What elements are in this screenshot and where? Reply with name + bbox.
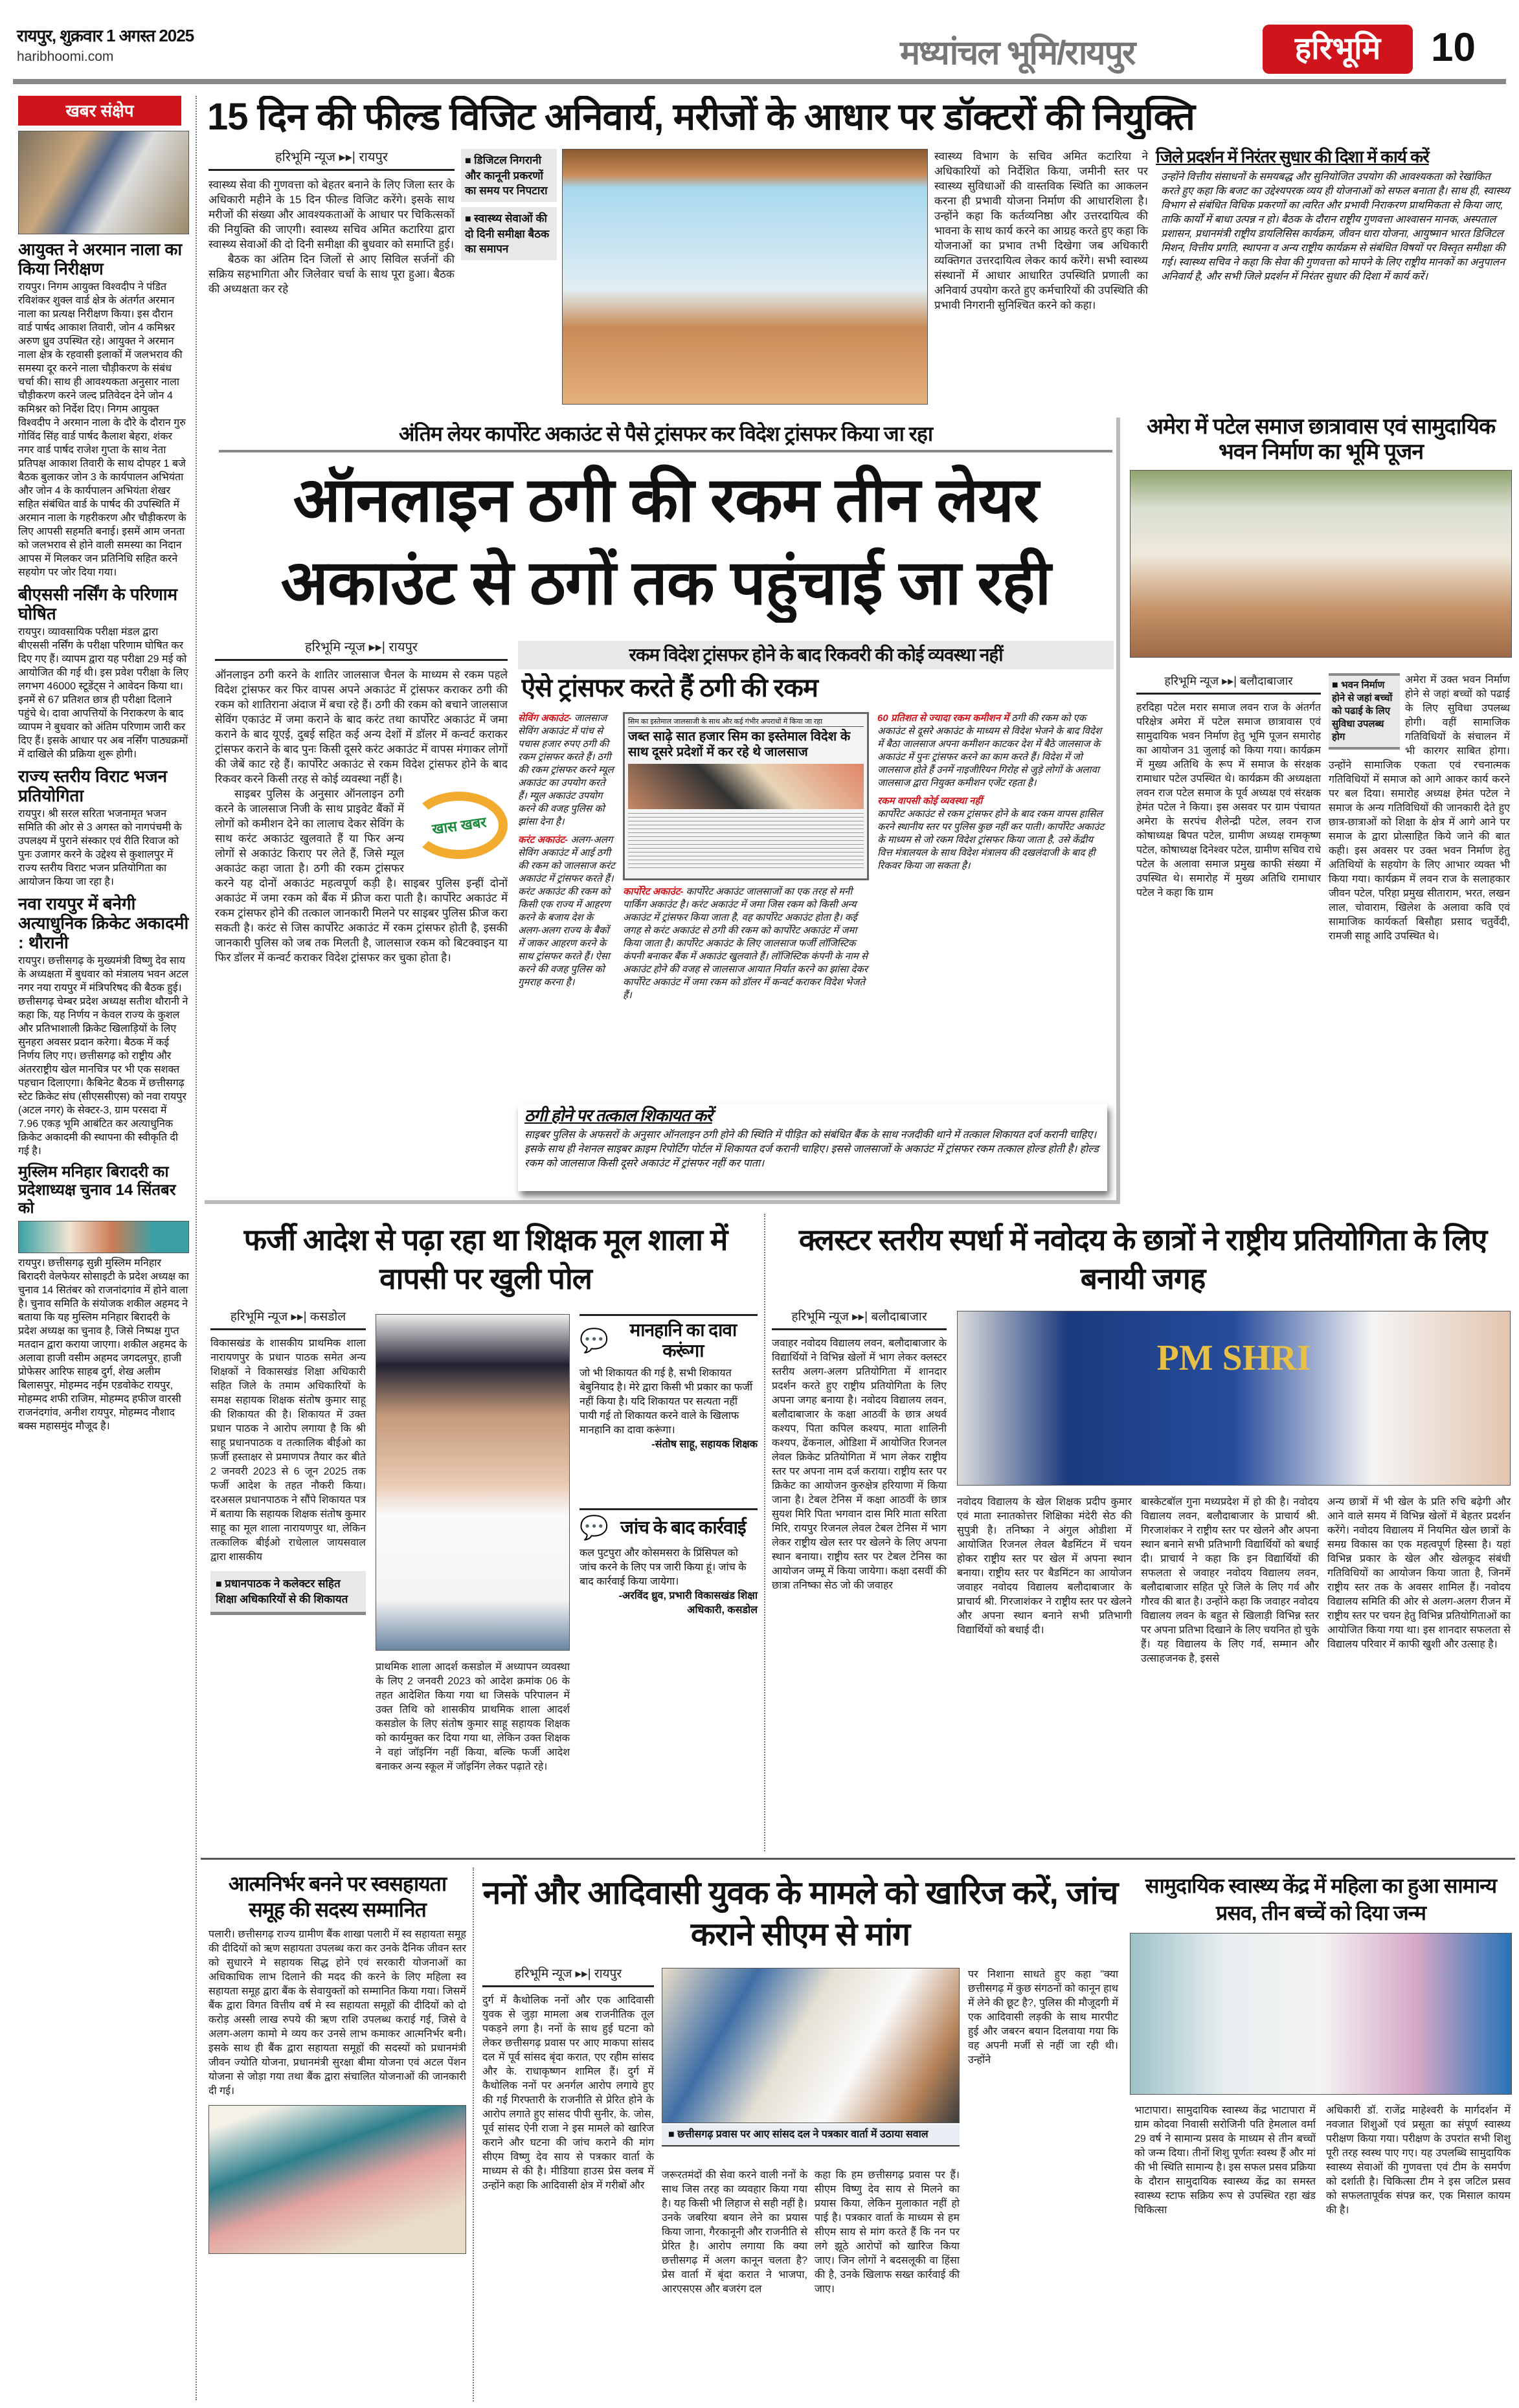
sidebar-item-title: राज्य स्तरीय विराट भजन प्रतियोगिता bbox=[18, 766, 168, 805]
lead-body-3: स्वास्थ्य विभाग के सचिव अमित कटारिया ने अधिकारियों को निर्देशित किया, जमीनी स्तर पर स्वास्थ्य सुविधाओं की वास्तविक स्थिति का आकलन करना ही प्रभावी योजना निर्माण की आधारशिला है। उन्होंने कहा कि कर्तव्यनिष्ठा और उत्तरदायित्व की भावना के साथ कार्य करने का आग्रह करते हुए कहा कि योजनाओं का प्रभाव तभी दिखेगा जब अधिकारी व्यक्तिगत उत्तरदायित्व लेकर कार्य करेंगे। सभी स्वास्थ्य संस्थानों में आधार आधारित उपस्थिति प्रणाली का अनिवार्य उपयोग करते हुए कर्मचारियों की उपस्थिति की प्रभावी निगरानी सुनिश्चित करने को कहा। bbox=[934, 150, 1148, 311]
lead-sidebar bbox=[1156, 148, 1511, 284]
saving-account-block bbox=[518, 712, 615, 829]
nuns-byline: हरिभूमि न्यूज ▸▸| रायपुर bbox=[482, 1965, 654, 1987]
patel-byline: हरिभूमि न्यूज ▸▸| बलौदाबाजार bbox=[1136, 673, 1321, 695]
lead-body-4: उन्होंने वित्तीय संसाधनों के समयबद्ध और सुनियोजित उपयोग की आवश्यकता को रेखांकित करते हुए कहा कि बजट का उद्देश्यपरक व्यय ही योजनाओं को सफल बनाता है। साथ ही, स्वास्थ्य विभाग से संबंधित विधिक प्रकरणों का त्वरित और प्रभावी निराकरण प्राथमिकता से किया जाए, ताकि कार्यों में बाधा उत्पन्न न हो। बैठक के दौरान राष्ट्रीय गुणवत्ता आश्वासन मानक, अस्पताल प्रशासन, प्रधानमंत्री राष्ट्रीय डायलिसिस कार्यक्रम, जीवन धारा योजना, आयुष्मान भारत डिजिटल मिशन, वित्तीय प्रगति, स्थापना व अन्य राष्ट्रीय कार्यक्रम से संबंधित विषयों पर विस्तृत समीक्षा की गई। स्वास्थ्य सचिव ने कहा कि सेवा की गुणवत्ता को मापने के लिए राष्ट्रीय मानकों का अनुपालन अनिवार्य है, और सभी जिले प्रदर्शन में निरंतर सुधार की दिशा में कार्य करें। bbox=[1161, 171, 1510, 282]
corporate-account-label: कार्पोरेट अकाउंट- bbox=[623, 886, 684, 897]
quote-2-text: कल पुटपुरा और कोसमसरा के प्रिंसिपल को जांच करने के लिए पत्र जारी किया हूं। जांच के बाद कार्रवाई किया जायेगा। bbox=[579, 1548, 747, 1587]
nuns-column-1 bbox=[482, 1965, 654, 2193]
quote-action bbox=[579, 1508, 758, 1618]
patel-body-1: हरदिहा पटेल मरार समाज लवन राज के अंतर्गत परिक्षेत्र अमेरा में पटेल समाज छात्रावास एवं सामुदायिक भवन निर्माण हेतु भूमि पूजन समारोह का आयोजन 31 जुलाई को किया गया। कार्यक्रम में मुख्य अतिथि के रूप में समाज के संरक्षक रामाधार पटेल उपस्थित थे। कार्यक्रम की अध्यक्षता लवन राज पटेल समाज के पूर्व अध्यक्ष एवं संरक्षक हेमंत पटेल ने किया। इस असवर पर ग्राम पंचायत अमेरा के सरपंच शैलेन्द्री पटेल, लवन राज कोषाध्यक्ष बिपत पटेल, ग्रामीण अध्यक्ष रामकृष्ण पटेल, कोषाध्यक्ष दिनेश्वर पटेल, ग्रामीण सचिव राधे पटेल के अलावा समाज प्रमुख काफी संख्या में उपस्थित थे। समारोह में मुख्य अतिथि रामाधार पटेल ने कहा कि ग्राम bbox=[1136, 702, 1321, 898]
patel-column-1 bbox=[1136, 673, 1321, 900]
meeting-photo bbox=[562, 149, 928, 405]
patel-headline: अमेरा में पटेल समाज छात्रावास एवं सामुदायिक भवन निर्माण का भूमि पूजन bbox=[1146, 414, 1496, 465]
sidebar-item bbox=[18, 766, 189, 889]
navodaya-byline: हरिभूमि न्यूज ▸▸| बलौदाबाजार bbox=[772, 1308, 947, 1330]
bhoomi-pujan-photo bbox=[1130, 470, 1512, 658]
lead-column-1 bbox=[208, 148, 455, 296]
lead-byline: हरिभूमि न्यूज ▸▸| रायपुर bbox=[208, 148, 455, 171]
sidebar-item bbox=[18, 1163, 189, 1433]
teacher-body-2: प्राथमिक शाला आदर्श कसडोल में अध्यापन व्यवस्था के लिए 2 जनवरी 2023 को आदेश क्रमांक 06 के तहत आदेशित किया गया था जिसके परिपालन में उक्त तिथि को शासकीय प्राथमिक शाला आदर्श कसडोल के लिए संतोष कुमार साहू सहायक शिक्षक को कार्यमुक्त कर दिया गया था, लेकिन उक्त शिक्षक ने वहां जॉइनिंग नहीं किया, बल्कि फर्जी आदेश बनाकर अन्य स्कूल में जॉइनिंग लेकर पढ़ाते रहे। bbox=[376, 1662, 570, 1772]
clipping-text-lines bbox=[628, 813, 864, 871]
lead-headline: 15 दिन की फील्ड विजिट अनिवार्य, मरीजों के आधार पर डॉक्टरों की नियुक्ति bbox=[207, 96, 1195, 138]
quote-1-text: जो भी शिकायत की गई है, सभी शिकायत बेबुनियाद है। मेरे द्वारा किसी भी प्रकार का फर्जी नहीं किया है। यदि शिकायत पर सत्यता नहीं पायी गई तो शिकायत करने वाले के खिलाफ मानहानि का दावा करूंगा। bbox=[579, 1368, 753, 1436]
patel-story bbox=[1130, 414, 1512, 658]
refund-text: कार्पोरेट अकाउंट से रकम ट्रांसफर होने के बाद रकम वापस हासिल करने स्थानीय स्तर पर पुलिस कुछ नहीं कर पाती। कार्पोरेट अकाउंट के माध्यम से जो रकम विदेश ट्रांसफर किया जाता है, उसे केंद्रीय वित्त मंत्रालयल के साथ विदेश मंत्रालय की दखलंदाजी के बाद ही रिकवर किया जा सकता है। bbox=[877, 808, 1105, 871]
nuns-body-1: दुर्ग में कैथोलिक ननों और एक आदिवासी युवक से जुड़ा मामला अब राजनीतिक तूल पकड़ने लगा है। ननों के साथ हुई घटना को लेकर छत्तीसगढ़ प्रवास पर आए माकपा सांसद दल में पूर्व सांसद बृंदा करात, एए रहीम सांसद और के. राधाकृष्णन शामिल हैं। दुर्ग में कैथोलिक ननों पर अनर्गल आरोप लगाये हुए की गई गिरफ्तारी के राजनीति से प्रेरित होने के आरोप लगाते हुए सांसद पीपी सुनीर, के. जोस, पूर्व सांसद ऐनी राजा ने इस मामले को खारिज कराने और घटना की जांच कराने की मांग सीएम विष्णु देव साय से पत्रकार वार्ता के माध्यम से की है। मीडियाा हाउस प्रेस क्लब में उन्होंने कहा कि आदिवासी क्षेत्र में गरीबों और bbox=[482, 1995, 654, 2191]
sidebar-item-body: रायपुर। छत्तीसगढ़ सुन्नी मुस्लिम मनिहार बिरादरी वेलफेयर सोसाइटी के प्रदेश अध्यक्ष का चुनाव 14 सितंबर को राजनांदगांव में होने वाला है। चुनाव समिति के संयोजक शकील अहमद ने बताया कि यह मुस्लिम मनिहार बिरादरी के प्रदेश अध्यक्ष का चुनाव है, जिसे निष्पक्ष गुप्त मतदान द्वारा कराया जाएगा। शकील अहमद के अलावा हाजी वसीम अहमद जगदलपुर, हाजी प्रोफेसर आरिफ साहब दुर्ग, शेख अलीम बिलासपुर, मोहम्मद नईम एडवोकेट रायपुर, मोहम्मद शफी राजिम, मोहम्मद हफीज वारसी राजनंदगांव, अनीश रायपुर, मोहम्मद नौशाद बक्स महासमुंद मौजूद है। bbox=[18, 1258, 189, 1432]
quote-1-author: -संतोष साहू, सहायक शिक्षक bbox=[651, 1439, 758, 1451]
teacher-headline: फर्जी आदेश से पढ़ा रहा था शिक्षक मूल शाला में वापसी पर खुली पोल bbox=[243, 1223, 728, 1295]
press-conference-photo bbox=[662, 1968, 960, 2123]
speech-bubble-icon: 💬 bbox=[579, 1327, 609, 1354]
fraud-byline: हरिभूमि न्यूज ▸▸| रायपुर bbox=[215, 638, 508, 661]
navodaya-headline: क्लस्टर स्तरीय स्पर्धा में नवोदय के छात्रों ने राष्ट्रीय प्रतियोगिता के लिए बनायी जगह bbox=[798, 1223, 1487, 1295]
fraud-headline-line-2: अकाउंट से ठगों तक पहुंचाई जा रही bbox=[280, 548, 1051, 618]
patel-highlight: ■ भवन निर्माण होने से जहां बच्चों को पढाई के लिए सुविधा उपलब्ध होग bbox=[1329, 673, 1400, 750]
saving-account-label: सेविंग अकाउंट- bbox=[518, 713, 572, 724]
column-divider bbox=[764, 1214, 765, 1851]
current-account-label: करंट अकाउंट- bbox=[518, 834, 568, 845]
clipping-photo bbox=[628, 764, 864, 809]
sidebar-item bbox=[18, 585, 189, 761]
fraud-box-headline: ऐसे ट्रांसफर करते हैं ठगी की रकम bbox=[521, 674, 818, 702]
sidebar-tag: खबर संक्षेप bbox=[18, 96, 181, 126]
shg-body: पलारी। छत्तीसगढ़ राज्य ग्रामीण बैंक शाखा पलारी में स्व सहायता समूह की दीदियों को ऋण सहायता उपलब्ध करा कर उनके दैनिक जीवन स्तर को सुधारने मे सहायक सिद्ध होने एवं सरकारी योजनाओं का अधिकाधिक लाभ दिलाने की मदद की करने के लिए महिला स्व सहायता समूह द्वारा बैंक के सेवायुक्तों को सम्मानित किया गया। जिसमें बैंक द्वारा विगत वित्तीय वर्ष मे स्व सहायता समूहों की दीदियों को दो करोड़ अस्सी लाख रुपये की ऋण राशि उपलब्ध कराई गई, जिसे वे अलग-अलग कामो मे व्यय कर उनसे लाभ कमाकर आत्मनिर्भर बनी। इसके साथ ही बैंक द्वारा सहायता समूहों की सदस्यों को प्रधानमंत्री जीवन ज्योति योजना, प्रधानमंत्री सुरक्षा बीमा योजना एवं अटल पेंशन योजना से जोड़ा गया तथा बैंक द्वारा संचालित योजनाओं की जानकारी दी गई। bbox=[208, 1929, 466, 2097]
teacher-highlight-text: ■ प्रधानपाठक ने कलेक्टर सहित शिक्षा अधिकारियों से की शिकायत bbox=[216, 1577, 348, 1605]
sidebar-item-body: रायपुर। व्यावसायिक परीक्षा मंडल द्वारा बीएससी नर्सिंग के परीक्षा परिणाम घोषित कर दिए गए हैं। व्यापम द्वारा यह परीक्षा 29 मई को आयोजित की गई थी। इस प्रवेश परीक्षा के लिए लगभग 46000 स्टूडेंट्स ने आवेदन किया था। इनमें से 67 प्रतिशत छात्र ही परीक्षा दिलाने पहुंचे थे। दावा आपत्तियों के निराकरण के बाद व्यापम ने बुधवार को अंतिम परिणाम जारी कर दिए हैं। इसके आधार पर अब नर्सिंग पाठ्यक्रमों में दाखिले की प्रक्रिया शुरू होगी। bbox=[18, 627, 189, 760]
page-number: 10 bbox=[1431, 25, 1476, 70]
shg-story bbox=[208, 1871, 466, 2254]
shg-photo bbox=[208, 2105, 466, 2254]
sidebar-item-title: मुस्लिम मनिहार बिरादरी का प्रदेशाध्यक्ष चुनाव 14 सिंतबर को bbox=[18, 1163, 176, 1217]
teacher-byline: हरिभूमि न्यूज ▸▸| कसडोल bbox=[210, 1308, 366, 1330]
lead-body-1: स्वास्थ्य सेवा की गुणवत्ता को बेहतर बनाने के लिए जिला स्तर के अधिकारी महीने के 15 दिन फील्ड विजिट करेंगे। इसके साथ मरीजों की संख्या और आवश्यकताओं के आधार पर चिकित्सकों की नियुक्ति की जाएगी। स्वास्थ्य सचिव अमित कटारिया द्वारा स्वास्थ्य सेवाओं की दो दिनी समीक्षा की बुधवार को समाप्ति हुई। bbox=[208, 179, 455, 251]
corporate-account-block bbox=[623, 886, 869, 1002]
refund-block bbox=[877, 795, 1107, 873]
birth-story bbox=[1130, 1872, 1512, 2095]
clipping-headline: जब्त साढ़े सात हजार सिम का इस्तेमाल विदेश के साथ दूसरे प्रदेशों में कर रहे थे जालसाज bbox=[628, 730, 851, 759]
fraud-body-2: साइबर पुलिस के अनुसार ऑनलाइन ठगी करने के जालसाज निजी के साथ प्राइवेट बैंकों में लोगों को कमीशन देने का लालाच देकर सेविंग के साथ करंट अकाउंट खुलवाते हैं या फिर अन्य लोगों से अकाउंट किराए पर लेते हैं, जिसे म्यूल अकाउंट कहा जाता है। ठगी की रकम ट्रांसफर करने यह दोनों अकाउंट महत्वपूर्ण कड़ी है। साइबर पुलिस इन्हीं दोनों अकाउंट में जमा रकम को बैंक में फ्रीज करा पाती है। कार्पोरेट अकाउंट में रकम ट्रांसफर होने की तत्काल जानकारी मिलने पर साइबर पुलिस फ्रीज करा सकती है। करंट से जिस कार्पोरेट अकाउंट में रकम ट्रांसफर होती है, इसकी जानकारी पुलिस को जब तक मिलती है, जालसाज रकम को बिटक्वाइन या फिर डॉलर में कन्वर्ट कराकर विदेश ट्रांसफर कर चुका होता है। bbox=[215, 788, 508, 964]
quote-defamation bbox=[579, 1314, 758, 1452]
current-account-text: अलग-अलग सेविंग अकाउंट में आई ठगी की रकम को जालसाज करंट अकाउंट में ट्रांसफर करते हैं। करंट अकाउंट की रकम को किसी एक राज्य में आहरण करने के बजाय देश के अलग-अलग राज्य के बैकों में जाकर आहरण करने के साथ ट्रांसफर करते हैं। ऐसा करने की वजह पुलिस को गुमराह करना है। bbox=[518, 834, 615, 988]
navodaya-body-2: नवोदय विद्यालय के खेल शिक्षक प्रदीप कुमार एवं माता स्नातकोत्तर शिक्षिका मंदेरी सेठ की सुपुत्री है। तनिष्का ने अंगुल ओडीशा में आयोजित रिजनल लेवल बैडमिंटन में चयन होकर राष्ट्रीय स्तर पर खेल में अपना स्थान बनाया। राष्ट्रीय स्तर पर बैडमिंटन का आयोजन जवाहर नवोदय विद्यालय बलौदाबाजार के प्राचार्य श्री. गिरजाशंकर ने राष्ट्रीय स्तर पर खेलने और अपना स्थान बनाने सभी प्रतिभागी विद्यार्थियों को बधाई दी। bbox=[957, 1497, 1132, 1636]
commission-text: ठगी की रकम को एक अकाउंट से दूसरे अकाउंट के माध्यम से विदेश भेजने के बाद विदेश में बैठा जालसाज अपना कमीशन काटकर देश में बैठे जालसाज के अकाउंट में पुनः ट्रांसफर करने का काम करते हैं। विदेश में जो जालसाज होते हैं उनमें नाइजीरियन गिरोह से जुड़े लोगों के अलावा जालसाज द्वारा नियुक्त कमीशन एजेंट रहता है। bbox=[877, 713, 1102, 788]
nuns-body-2: पर निशाना साधते हुए कहा "क्या छत्तीसगढ़ में कुछ संगठनों को कानून हाथ में लेने की छूट है?, पुलिस की मौजूदगी में एक आदिवासी लड़की के साथ मारपीट हुई और जबरन बयान दिलवाया गया कि वह अपनी मर्जी से नहीं जा रही थी। उन्होंने bbox=[968, 1969, 1118, 2066]
sidebar-item-title: नवा रायपुर में बनेगी अत्याधुनिक क्रिकेट अकादमी : थौरानी bbox=[18, 894, 189, 952]
highlight-box: ■ डिजिटल निगरानी और कानूनी प्रकरणों का समय पर निपटारा bbox=[461, 149, 557, 202]
dateline: रायपुर, शुक्रवार 1 अगस्त 2025 bbox=[17, 26, 194, 45]
birth-body-1: भाटापारा। सामुदायिक स्वास्थ्य केंद्र भाटापारा में ग्राम कोदवा निवासी सरोजिनी पति हेमलाल वर्मा 29 वर्ष ने सामान्य प्रसव के माध्यम से तीन बच्चों को जन्म दिया। तीनों शिशु पूर्णतः स्वस्थ हैं और मां की भी स्थिति सामान्य है। इस सफल प्रसव प्रक्रिया के दौरान सामुदायिक स्वास्थ्य केंद्र का समस्त स्वास्थ्य स्टाफ सक्रिय रूप से उपस्थित रहा खंड चिकित्सा bbox=[1134, 2105, 1316, 2216]
special-news-label: खास खबर bbox=[431, 814, 488, 838]
speech-bubble-icon: 💬 bbox=[579, 1514, 609, 1541]
clipping-kicker: सिम का इस्तेमाल जालसाजी के साथ और कई गंभीर अपराधों में किया जा रहा bbox=[628, 717, 864, 727]
teacher-body-1: विकासखंड के शासकीय प्राथमिक शाला नारायणपुर के प्रधान पाठक समेत अन्य शिक्षकों ने विकासखंड शिक्षा अधिकारी सहित जिले के तमाम अधिकारियों के समक्ष सहायक शिक्षक संतोष कुमार साहू की शिकायत की है। शिकायत में उक्त प्रधान पाठक ने आरोप लगाया है कि श्री साहू प्रधानपाठक व तत्कालिक बीईओ का फ़र्जी हस्ताक्षर से प्रमाणपत्र तैयार कर बीते 2 जनवरी 2023 से 6 जून 2025 तक फर्जी आदेश के तहत नौकरी किया। दरअसल प्रधानपाठक ने सौंपे शिकायत पत्र में बताया कि सहायक शिक्षक संतोष कुमार साहू का मूल शाला नारायणपुर था, लेकिन तत्कालिक बीईओ राधेलाल जायसवाल द्वारा शासकीय bbox=[210, 1338, 366, 1563]
masthead bbox=[0, 0, 1519, 84]
sidebar-item-title: आयुक्त ने अरमान नाला का किया निरीक्षण bbox=[18, 240, 183, 278]
fraud-headline-line-1: ऑनलाइन ठगी की रकम तीन लेयर bbox=[293, 465, 1039, 535]
shg-headline: आत्मनिर्भर बनने पर स्वसहायता समूह की सदस्य सम्मानित bbox=[228, 1872, 447, 1921]
photo-banner-text: PM SHRI bbox=[1156, 1338, 1311, 1378]
fraud-main-column bbox=[215, 638, 508, 965]
birth-headline: सामुदायिक स्वास्थ्य केंद्र में महिला का हुआ सामान्य प्रसव, तीन बच्चें को दिया जन्म bbox=[1145, 1874, 1497, 1924]
corporate-account-text: कार्पोरेट अकाउंट जालसाजों का एक तरह से मनी पार्किंग अकाउंट है। करंट अकाउंट में जमा जिस रकम को किसी अन्य अकाउंट में ट्रांसफर किया जाता है, वह कार्पोरेट अकाउंट होता है। कई जगह से करंट अकाउंट से ठगी की रकम को कार्पोरेट अकाउंट में जमा किया जाता है। कार्पोरेट अकाउंट के लिए जालसाज फर्जी लॉजिस्टिक कंपनी बनाकर बैंक में अकाउंट खुलवाते हैं। लॉजिस्टिक कंपनी के नाम से अकाउंट होने की वजह से जालसाज आयात निर्यात करने का झांसा देकर कार्पोरेट अकाउंट में जमा रकम को डॉलर में कन्वर्ट कराकर विदेश भेजते हैं। bbox=[623, 886, 868, 1001]
saving-account-text: जालसाज सेविंग अकाउंट में पांच से पचास हजार रुपए ठगी की रकम ट्रांसफर करते हैं। ठगी की रकम ट्रांसफर करने म्यूल अकाउंट का उपयोग करते हैं। म्यूल अकाउंट उपयोग करने की वजह पुलिस को झांसा देना है। bbox=[518, 713, 614, 827]
muslim-meeting-photo bbox=[18, 1221, 189, 1253]
special-news-badge bbox=[411, 792, 508, 859]
teacher-column-1 bbox=[210, 1308, 366, 1615]
sidebar-item-body: रायपुर। निगम आयुक्त विश्वदीप ने पंडित रविशंकर शुक्ल वार्ड क्षेत्र के अंतर्गत अरमान नाला का प्रत्यक्ष निरीक्षण किया। इस दौरान वार्ड पार्षद आकाश तिवारी, जोन 4 कमिश्नर अरुण ध्रुव उपस्थित रहे। आयुक्त ने अरमान नाला क्षेत्र के रहवासी इलाकों में जलभराव की समस्या दूर करने नाला चौड़ीकरण के संबंध चर्चा की। साथ ही आवश्यकता अनुसार नाला चौड़ीकरण करने जल्द प्रतिवेदन देने जोन 4 कमिश्नर को निर्देश दिए। निगम आयुक्त विश्वदीप ने अरमान नाला के दौरे के दौरान गुरु गोविंद सिंह वार्ड पार्षद कैलाश बेहरा, शंकर नगर वार्ड पार्षद राजेश गुप्ता के साथ नेता प्रतिपक्ष आकाश तिवारी के साथ दोपहर 1 बजे बैठक बुलाकर जोन 3 के कार्यपालन अभियंता और जोन 4 के कार्यपालन अभियंता शेखर सहित संबंधित वार्ड के पार्षद की उपस्थिति में अरमान नाला के गहरीकरण और चौड़ीकरण के लिए आपसी सहमति बनाई। इसमें आम जनता को जलभराव से होने वाली समस्या का निदान आपस में मिलकर जन प्रतिनिधि सहित करने सहयोग पर जोर दिया गया। bbox=[18, 282, 186, 578]
lead-highlights bbox=[461, 149, 557, 260]
fraud-body: ऑनलाइन ठगी करने के शातिर जालसाज चैनल के माध्यम से रकम पहले विदेश ट्रांसफर कर फिर वापस अपने अकाउंट में ट्रांसफर कराकर ठगी की रकम को शातिराना अंदाज में बचा रहे हैं। ठगी की रकम को बचाने जालसाज सेविंग एकाउंट में जमा कराने के बाद करंट तथा कार्पोरेट अकाउंट में जमा कराने के बाद यूएई, दुबई सहित कई अन्य देशों में डॉलर में कन्वर्ट कराकर ट्रांसफर कराने के बाद पुनः किसी दूसरे करंट अकाउंट में वापस मंगाकर लोगों की जेबें काट रहे हैं। कार्पोरेट अकाउंट से रकम विदेश ट्रांसफर होने के बाद रिकवर करने किसी तरह से कोई व्यवस्था नहीं है। bbox=[215, 669, 508, 785]
sidebar-item bbox=[18, 240, 189, 579]
hospital-photo bbox=[1130, 1933, 1512, 2095]
teacher-photo bbox=[376, 1314, 570, 1651]
navodaya-body-1: जवाहर नवोदय विद्यालय लवन, बलौदाबाजार के विद्यार्थियों ने विभिन्न खेलों में भाग लेकर क्लस्टर स्तरीय अलग-अलग प्रतियोगिता में शानदार प्रदर्शन करते हुए राष्ट्रीय प्रतियोगिता के लिए अपना जगह बनाया है। नवोदय विद्यालय लवन, बलौदाबाजार के कक्षा आठवीं के छात्र अथर्व कश्यप, पिता कपिल कश्यप, माता शालिनी कश्यप, ढेंकनाल, ओडिशा में आयोजित रिजनल लेवल क्रिकेट प्रतियोगिता में भाग लेकर राष्ट्रीय स्तर पर अपना नाम दर्ज कराया। राष्ट्रीय स्तर पर क्रिकेट का आयोजन कुरुक्षेत्र हरियाणा में किया जाना है। टेबल टेनिस में कक्षा आठवीं के छात्र सुयश मिरि पिता भगवान दास मिरि माता सरिता मिरि, रायपुर रिजनल लेवल टेबल टेनिस में भाग लेकर राष्ट्रीय खेल स्तर पर खेलने के लिए अपना स्थान बनाया। राष्ट्रीय स्तर पर टेबल टेनिस का आयोजन जम्मू में किया जायेगा। कक्षा दसवीं की छात्रा तनिष्का सेठ जो की जवाहर bbox=[772, 1338, 947, 1591]
current-account-block bbox=[518, 834, 615, 989]
nuns-headline: ननों और आदिवासी युवक के मामले को खारिज करें, जांच कराने सीएम से मांग bbox=[482, 1875, 1118, 1952]
complaint-title: ठगी होने पर तत्काल शिकायत करें bbox=[524, 1106, 712, 1125]
fraud-box-left-column bbox=[518, 712, 615, 989]
news-brief-sidebar bbox=[18, 96, 189, 1433]
patel-body-2: अमेरा में उक्त भवन निर्माण होने से जहां बच्चों को पढाई के लिए सुविधा उपलब्ध होगी। वहीं सामाजिक गतिविधियों के संचालन में भी कारगर साबित होगा। उन्होंने सामाजिक एकता एवं रचनात्मक गतिविधियों में समाज को आगे आकर कार्य करने पर बल दिया। समारोह अध्यक्ष हेमंत पटेल ने समाज के अन्य गतिविधियों की जानकारी देते हुए छात्र-छात्राओं को शिक्षा के क्षेत्र में आगे आने पर समाज के द्वारा प्रोत्साहित किये जाने की बात कही। इस अवसर पर उक्त भवन निर्माण हेतु अतिथियों के सहयोग के लिए आभार व्यक्त भी किया गया। कार्यक्रम में लवन राज के सलाहकार जीवन पटेल, परिहा प्रमुख सीताराम, भरत, लखन लाल, चोवाराम, खिलेश के अलावा कवि एवं सामाजिक कार्यकर्ता बिसौहा प्रसाद चतुर्वेदी, रामजी साहू आदि उपस्थित थे। bbox=[1329, 674, 1510, 942]
navodaya-body-4: अन्य छात्रों में भी खेल के प्रति रुचि बढ़ेगी और आने वाले समय में विभिन्न खेलों में बेहतर प्रदर्शन करेंगे। नवोदय विद्यालय में नियमित खेल छात्रों के समग्र विकास का एक महत्वपूर्ण हिस्सा है। यहां विभिन्न प्रकार के खेल और खेलकूद संबंधी गतिविधियों का आयोजन किया जाता है, जिनमें राष्ट्रीय स्तर तक के अवसर शामिल हैं। नवोदय विद्यालय समिति की ओर से अलग-अलग रीजन में राष्ट्रीय स्तर पर चयन हेतु विभिन्न प्रतियोगिताओं का आयोजित किया गया था। इस शानदार सफलता से विद्यालय परिवार में काफी खुशी और उत्साह है। bbox=[1327, 1497, 1511, 1650]
lead-body-2: बैठक का अंतिम दिन जिलों से आए सिविल सर्जनों की सक्रिय सहभागिता और जिलेवार चर्चा के साथ पूरा हुआ। बैठक की अध्यक्षता कर रहे bbox=[208, 253, 455, 295]
column-divider bbox=[473, 1867, 474, 2402]
sim-clipping bbox=[623, 712, 869, 880]
sidebar-item-body: रायपुर। छत्तीसगढ़ के मुख्यमंत्री विष्णु देव साय के अध्यक्षता में बुधवार को मंत्रालय भवन अटल नगर नया रायपुर में मंत्रिपरिषद की बैठक हुई। छत्तीसगढ़ चेम्बर प्रदेश अध्यक्ष सतीश थौरानी ने कहा कि, यह निर्णय न केवल राज्य के कुशल और प्रतिभाशाली क्रिकेट खिलाड़ियों के लिए सुनहरा अवसर प्रदान करेगा। बैठक में कई निर्णय लिए गए। छत्तीसगढ़ को राष्ट्रीय और अंतरराष्ट्रीय खेल मानचित्र पर भी एक सशक्त पहचान दिलाएगा। कैबिनेट बैठक में छत्तीसगढ़ स्टेट क्रिकेट संघ (सीएससीएस) को नवा रायपुर (अटल नगर) के सेक्टर-3, ग्राम परसदा में 7.96 एकड़ भूमि आबंटित कर अत्याधुनिक क्रिकेट अकादमी की स्थापना की स्वीकृति दी गई है। bbox=[18, 955, 189, 1157]
sidebar-item-body: रायपुर। श्री सरल सरिता भजनामृत भजन समिति की ओर से 3 अगस्त को नागपंचमी के उपलक्ष्य में पुराने संस्कार एवं रीति रिवाज को पुनः उजागर करने के उद्देश्य से कुशालपुर में राज्य स्तरीय विराट भजन प्रतियोगिता का आयोजन किया जा रहा है। bbox=[18, 808, 182, 887]
logo: हरिभूमि bbox=[1263, 25, 1413, 74]
teacher-highlight bbox=[210, 1571, 366, 1615]
commission-block bbox=[877, 712, 1107, 790]
navodaya-column-1 bbox=[772, 1308, 947, 1593]
nuns-body-3: जरूरतमंदों की सेवा करने वाली ननों के साथ जिस तरह का व्यवहार किया गया है। यह किसी भी लिहाज से सही नहीं है। उनके जबरिया बयान लेने का प्रयास किया जाना, गैरकानूनी और राजनीति से प्रेरित है। आरोप लगाया कि क्या छत्तीसगढ़ में अलग कानून चलता है? प्रेस वार्ता में बृंदा करात ने भाजपा, आरएसएस और बजरंग दल bbox=[662, 2170, 807, 2295]
refund-label: रकम वापसी कोई व्यवस्था नहीं bbox=[877, 796, 983, 807]
complaint-box bbox=[518, 1104, 1107, 1191]
website[interactable]: haribhoomi.com bbox=[17, 49, 114, 64]
masthead-rule bbox=[13, 79, 1506, 84]
fraud-box-title: रकम विदेश ट्रांसफर होने के बाद रिकवरी की कोई व्यवस्था नहीं bbox=[518, 641, 1114, 669]
section-title: मध्यांचल भूमि/रायपुर bbox=[900, 34, 1135, 72]
column-divider bbox=[196, 96, 197, 2400]
patel-column-2 bbox=[1329, 673, 1510, 944]
highlight-box: ■ स्वास्थ्य सेवाओं की दो दिनी समीक्षा बैठक का समापन bbox=[461, 207, 557, 260]
quote-1-title: मानहानि का दावा करूंगा bbox=[629, 1320, 737, 1361]
commission-label: 60 प्रतिशत से ज्यादा रकम कमीशन में bbox=[877, 713, 1009, 724]
navodaya-body-3: बास्केटबॉल गुना मध्यप्रदेश में हो की है। नवोदय विद्यालय लवन, बलौदाबाजार के प्राचार्य श्री. गिरजाशंकर ने राष्ट्रीय स्तर पर खेलने और अपना स्थान बनाने सभी प्रतिभागी विद्यार्थियों को बधाई दी। प्राचार्य ने कहा कि इन विद्यार्थियों की सफलता से जवाहर नवोदय विद्यालय लवन, बलौदाबाजार सहित पूरे जिले के लिए गर्व और गौरव की बात है। उन्होंने कहा कि जवाहर नवोदय विद्यालय लवन के बहुत से खिलाड़ी विभिन्न स्तर पर अपना प्रतिभा दिखाने के लिए चयनित हो चुके हैं। यह विद्यालय के लिए गर्व, सम्मान और उत्साहजनक है, इससे bbox=[1141, 1497, 1319, 1664]
fraud-kicker: अंतिम लेयर कार्पोरेट अकाउंट से पैसे ट्रांसफर कर विदेश ट्रांसफर किया जा रहा bbox=[219, 422, 1112, 452]
sidebar-item-title: बीएससी नर्सिंग के परिणाम घोषित bbox=[18, 585, 178, 623]
caption-marker-icon: ■ bbox=[668, 2129, 678, 2140]
navodaya-photo bbox=[957, 1311, 1511, 1486]
fraud-box-right-column bbox=[877, 712, 1107, 873]
quote-2-author: -अरविंद ध्रुव, प्रभारी विकासखंड शिक्षा अधिकारी, कसडोल bbox=[618, 1590, 758, 1616]
lead-sub-headline: जिले प्रदर्शन में निरंतर सुधार की दिशा में कार्य करें bbox=[1156, 147, 1429, 166]
complaint-text: साइबर पुलिस के अफसरों के अनुसार ऑनलाइन ठगी होने की स्थिति में पीड़ित को संबंधित बैंक के साथ नजदीकी थाने में तत्काल शिकायत दर्ज करानी चाहिए। इसके साथ ही नेशनल साइबर क्राइम रिपोर्टिंग पोर्टल में शिकायत दर्ज करानी चाहिए। इससे जालसाजों के अकाउंट में ट्रांसफर रकम तत्काल होल्ड होती है। होल्ड रकम को जालसाज किसी दूसरे अकाउंट में ट्रांसफर नहीं कर पाता। bbox=[524, 1129, 1099, 1169]
nuns-body-4: कहा कि हम छत्तीसगढ़ प्रवास पर हैं। सीएम विष्णु देव साय से मिलने का प्रयास किया, लेकिन मुलाकात नहीं हो पाई है। पत्रकार वार्ता के माध्यम से हम सीएम साय से मांग करते हैं कि नन पर लगे झूठे आरोपों को खारिज किया जाए। जिन लोगों ने बदसलूकी वा हिंसा की है, उनके खिलाफ सख्त कार्रवाई की जाए। bbox=[815, 2170, 960, 2295]
bottom-rule bbox=[201, 1858, 1515, 1860]
birth-body-2: अधिकारी डॉ. राजेंद्र माहेश्वरी के मार्गदर्शन में नवजात शिशुओं एवं प्रसूता का संपूर्ण स्वास्थ्य परीक्षण किया गया। परीक्षण के उपरांत सभी शिशु पूरी तरह स्वस्थ पाए गए। यह उपलब्धि सामुदायिक स्वास्थ्य सेवाओं की गुणवत्ता एवं टीम के समर्पण को दर्शाती है। चिकित्सा टीम ने इस जटिल प्रसव को सफलतापूर्वक संपन्न कर, एक मिसाल कायम की है। bbox=[1326, 2105, 1511, 2216]
quote-2-title: जांच के बाद कार्रवाई bbox=[620, 1517, 746, 1537]
caption-text: छत्तीसगढ़ प्रवास पर आए सांसद दल ने पत्रकार वार्ता में उठाया सवाल bbox=[677, 2129, 928, 2140]
inspection-photo bbox=[18, 131, 189, 234]
fraud-box-middle-column bbox=[623, 712, 869, 1002]
photo-caption bbox=[662, 2124, 960, 2146]
sidebar-item bbox=[18, 894, 189, 1158]
